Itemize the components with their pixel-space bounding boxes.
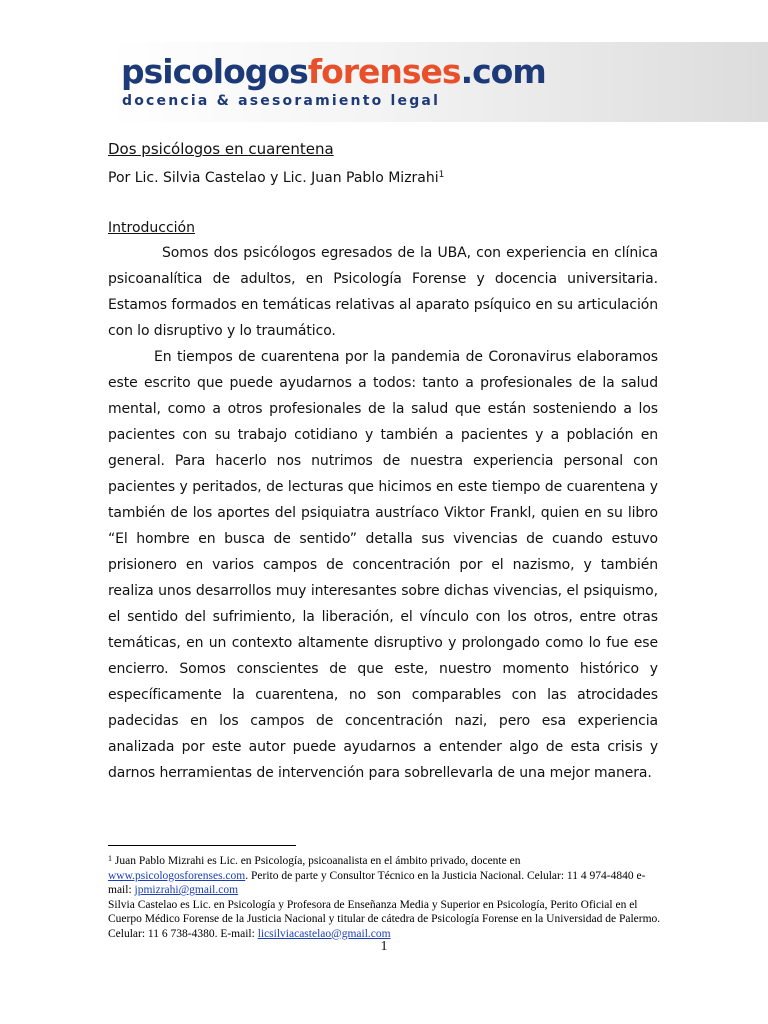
footnote: [108, 852, 663, 941]
logo-text-com: .com: [460, 52, 546, 91]
footnote-text: Silvia Castelao es Lic. en Psicología y Profesora de Enseñanza Media y Superior en Psicología, Perito Oficial en el Cuerpo Médico Forense de la Justicia Nacional y titular de cátedra de Psicología Forense en la Universidad de Palermo. Celular: 11 6 738-4380. E-mail:: [108, 898, 661, 940]
footnote-mizrahi: [108, 852, 663, 898]
author-byline: [108, 165, 444, 188]
footnote-reference[interactable]: 1: [438, 170, 445, 180]
section-heading-introduccion: Introducción: [108, 220, 195, 236]
footnote-text: . Perito de parte y Consultor Técnico en la Justicia Nacional. Celular: 11 4 974-4840 e-mail:: [108, 869, 646, 896]
body-paragraph: En tiempos de cuarentena por la pandemia de Coronavirus elaboramos este escrito que puede ayudarnos a todos: tanto a profesionales de la salud mental, como a otros profesionales de la salud que están sosteniendo a los pacientes con su trabajo cotidiano y también a pacientes y a población en general. Para hacerlo nos nutrimos de nuestra experiencia personal con pacientes y peritados, de lecturas que hicimos en este tiempo de cuarentena y también de los aportes del psiquiatra austríaco Viktor Frankl, quien en su libro “El hombre en busca de sentido” detalla sus vivencias de cuando estuvo prisionero en varios campos de concentración por el nazismo, y también realiza unos desarrollos muy interesantes sobre dichas vivencias, el psiquismo, el sentido del sufrimiento, la liberación, el vínculo con los otros, entre otras temáticas, en un contexto altamente disruptivo y prolongado como lo fue ese encierro. Somos conscientes de que este, nuestro momento histórico y específicamente la cuarentena, no son comparables con las atrocidades padecidas en los campos de concentración nazi, pero esa experiencia analizada por este autor puede ayudarnos a entender algo de esta crisis y darnos herramientas de intervención para sobrellevarla de una mejor manera.: [108, 349, 658, 781]
footnote-text: Juan Pablo Mizrahi es Lic. en Psicología, psicoanalista en el ámbito privado, docente en: [112, 855, 521, 867]
email-link-mizrahi[interactable]: jpmizrahi@gmail.com: [134, 884, 239, 896]
document-body: [108, 240, 658, 786]
page-number: 1: [380, 939, 388, 954]
website-link[interactable]: www.psicologosforenses.com: [108, 869, 246, 882]
document-title: Dos psicólogos en cuarentena: [108, 140, 334, 158]
site-logo: [121, 52, 546, 92]
footnote-castelao: [108, 898, 663, 942]
email-link-castelao[interactable]: licsilviacastelao@gmail.com: [257, 927, 391, 940]
byline-text: Por Lic. Silvia Castelao y Lic. Juan Pablo Mizrahi: [108, 170, 439, 186]
logo-text-forenses: forenses: [307, 52, 461, 91]
footnote-mark: 1: [108, 854, 112, 863]
logo-text-psicologos: psicologos: [121, 52, 308, 91]
logo-tagline: docencia & asesoramiento legal: [122, 93, 441, 109]
body-paragraph: Somos dos psicólogos egresados de la UBA, con experiencia en clínica psicoanalítica de adultos, en Psicología Forense y docencia universitaria. Estamos formados en temáticas relativas al aparato psíquico en su articulación con lo disruptivo y lo traumático.: [108, 245, 658, 339]
footnote-divider: [108, 845, 296, 846]
